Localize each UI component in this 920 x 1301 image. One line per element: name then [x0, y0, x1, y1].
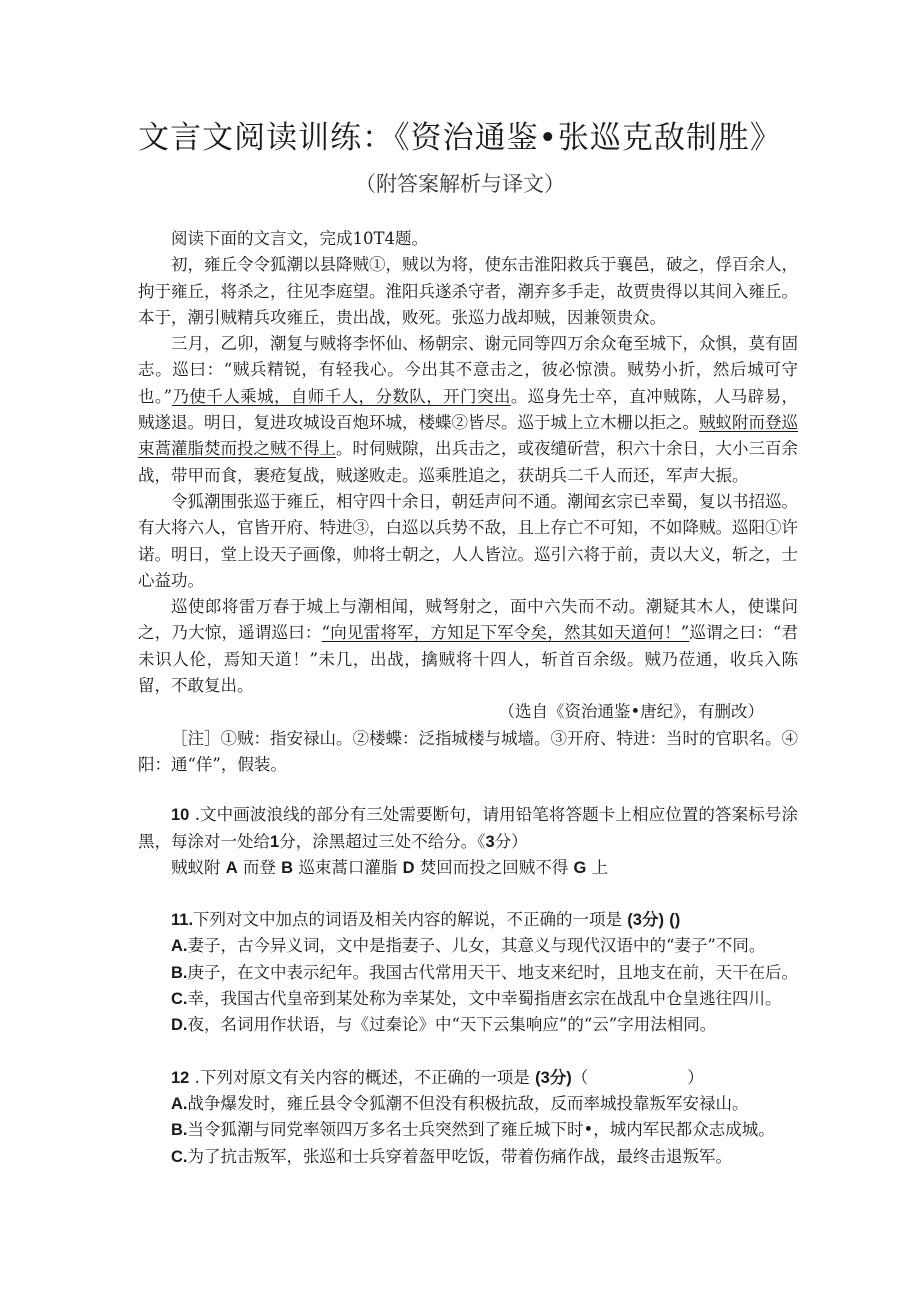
annotation-notes: ［注］①贼：指安禄山。②楼蝶：泛指城楼与城墙。③开府、特进：当时的官职名。④阳：通“佯”，假装。 [138, 728, 798, 774]
question-10-text-2: 分，涂黑超过三处不给分。《 [279, 831, 486, 851]
option-text: 庚子，在文中表示纪年。我国古代常用天干、地支来纪时，且地支在前，天干在后。 [187, 962, 798, 982]
option-a [138, 933, 798, 959]
q10-seg: 焚回而投之回贼不得 [419, 857, 569, 877]
question-10-score: 3 [485, 832, 495, 851]
option-text: 幸，我国古代皇帝到某处称为幸某处，文中幸蜀指唐玄宗在战乱中仓皇逃往四川。 [187, 989, 782, 1009]
paragraph-2-text-a: 三月，乙卯，潮复与贼将李怀仙、杨朝宗、谢元同等四万余众奄至城下，众惧，莫有固志。巡曰：“贼兵精锐，有轻我心。今出其不意击之，彼必惊溃。贼势小折，然后城可守也。” [138, 334, 798, 406]
paragraph-4-text-a: 巡使郎将雷万春于城上与潮相闻，贼弩射之，面中六失而不动。潮疑其木人，使谍问之，乃大惊，遥谓巡曰： [138, 597, 798, 643]
question-10-points: 1 [270, 832, 280, 851]
passage-paragraph-2 [138, 331, 798, 489]
option-text: 夜，名词用作状语，与《过秦论》中“天下云集响应”的“云”字用法相同。 [187, 1015, 717, 1035]
option-text: 为了抗击叛军，张巡和士兵穿着盔甲吃饭，带着伤痛作战，最终击退叛军。 [187, 1146, 732, 1166]
option-label: B. [171, 1121, 188, 1140]
option-text: 战争爆发时，雍丘县令令狐潮不但没有积极抗敌，反而率城投靠叛军安禄山。 [187, 1093, 749, 1113]
option-b [138, 1117, 798, 1143]
document-body [138, 226, 798, 1170]
option-b [138, 960, 798, 986]
question-10-options [138, 855, 798, 881]
option-label: A. [171, 937, 188, 956]
instruction-text: 阅读下面的文言文，完成10T4题。 [171, 229, 428, 248]
q10-seg: 上 [591, 857, 609, 877]
underlined-sentence-1: 乃使千人乘城，自师千人，分数队，开门突出 [172, 386, 511, 406]
question-10-text-3: 分） [494, 831, 528, 851]
option-label: D. [171, 1016, 188, 1035]
q10-mark-a: A [225, 858, 238, 877]
question-11-score: (3分) [627, 911, 664, 930]
reading-instruction [138, 226, 798, 252]
document-subtitle: （附答案解析与译文） [355, 172, 565, 196]
question-12 [138, 1065, 798, 1091]
q10-mark-b: B [281, 858, 294, 877]
paragraph-2-text-c: 。时伺贼隙，出兵击之，或夜缱斫营，积六十余日，大小三百余战，带甲而食，裹疮复战，贼遂败走。巡乘胜追之，获胡兵二千人而还，军声大振。 [138, 439, 798, 485]
option-text: 妻子，古今异义词，文中是指妻子、儿女，其意义与现代汉语中的“妻子”不同。 [187, 936, 766, 956]
q10-seg: 贼蚁附 [171, 857, 221, 877]
question-10 [138, 802, 798, 855]
question-11 [138, 907, 798, 933]
q10-mark-d: D [402, 858, 415, 877]
underlined-sentence-2: “向见雷将军，方知足下军令矣，然其如天道何！” [321, 623, 690, 643]
question-12-number: 12 [171, 1068, 190, 1087]
source-citation: （选自《资治通鉴•唐纪》，有删改） [498, 702, 764, 722]
q10-mark-g: G [573, 858, 587, 877]
option-c [138, 1144, 798, 1170]
question-11-answer-paren: () [669, 911, 681, 930]
paragraph-4-text-b: 巡谓之曰：“君未识人伦，焉知天道！”未几，出战，擒贼将十四人，斩首百余级。贼乃莅通，收兵入陈留，不敢复出。 [138, 623, 799, 696]
paragraph-2-text-b: 。巡身先士卒，直冲贼陈，人马辟易，贼遂退。明日，复进攻城设百炮环城，楼蝶②皆尽。巡于城上立木栅以拒之。 [138, 386, 799, 433]
passage-paragraph-3: 令狐潮围张巡于雍丘，相守四十余日，朝廷声问不通。潮闻玄宗已幸蜀，复以书招巡。有大将六人，官皆开府、特进③，白巡以兵势不敌，且上存亡不可知，不如降贼。巡阳①许诺。明日，堂上设天子画像，帅将士朝之，人人皆泣。巡引六将于前，责以大义，斩之，士心益功。 [138, 491, 798, 590]
question-10-text: .文中画波浪线的部分有三处需要断句，请用铅笔将答题卡上相应位置的答案标号涂黑，每涂对一处给 [138, 805, 798, 851]
question-10-number: 10 [171, 806, 190, 825]
question-12-score: (3分) [535, 1068, 572, 1087]
passage-paragraph-1: 初，雍丘令令狐潮以县降贼①，贼以为将，使东击淮阳救兵于襄邑，破之，俘百余人，拘于雍丘，将杀之，往见李庭望。淮阳兵遂杀守者，潮弃多手走，故贾贵得以其间入雍丘。本于，潮引贼精兵攻雍丘，贵出战，败死。张巡力战却贼，因兼领贵众。 [138, 255, 798, 327]
option-label: A. [171, 1094, 188, 1113]
question-12-stem: .下列对原文有关内容的概述，不正确的一项是 [189, 1067, 530, 1087]
passage-paragraph-4 [138, 594, 798, 699]
document-title: 文言文阅读训练：《资治通鉴•张巡克敌制胜》 [138, 120, 782, 156]
option-label: C. [171, 1147, 188, 1166]
question-11-number: 11. [171, 911, 194, 930]
question-11-stem: 下列对文中加点的词语及相关内容的解说，不正确的一项是 [193, 910, 623, 930]
option-text: 当令狐潮与同党率领四万多名士兵突然到了雍丘城下时•，城内军民都众志成城。 [187, 1120, 775, 1140]
option-c [138, 986, 798, 1012]
q10-seg: 巡束蒿口灌脂 [298, 857, 398, 877]
q10-seg: 而登 [242, 857, 276, 877]
question-12-answer-paren: （ ） [571, 1067, 704, 1087]
wavy-line-sentence: 贼蚁附而登巡束蒿灌脂焚而投之贼不得上 [138, 413, 798, 459]
option-label: C. [171, 990, 188, 1009]
option-label: B. [171, 963, 188, 982]
option-a [138, 1091, 798, 1117]
option-d [138, 1012, 798, 1038]
